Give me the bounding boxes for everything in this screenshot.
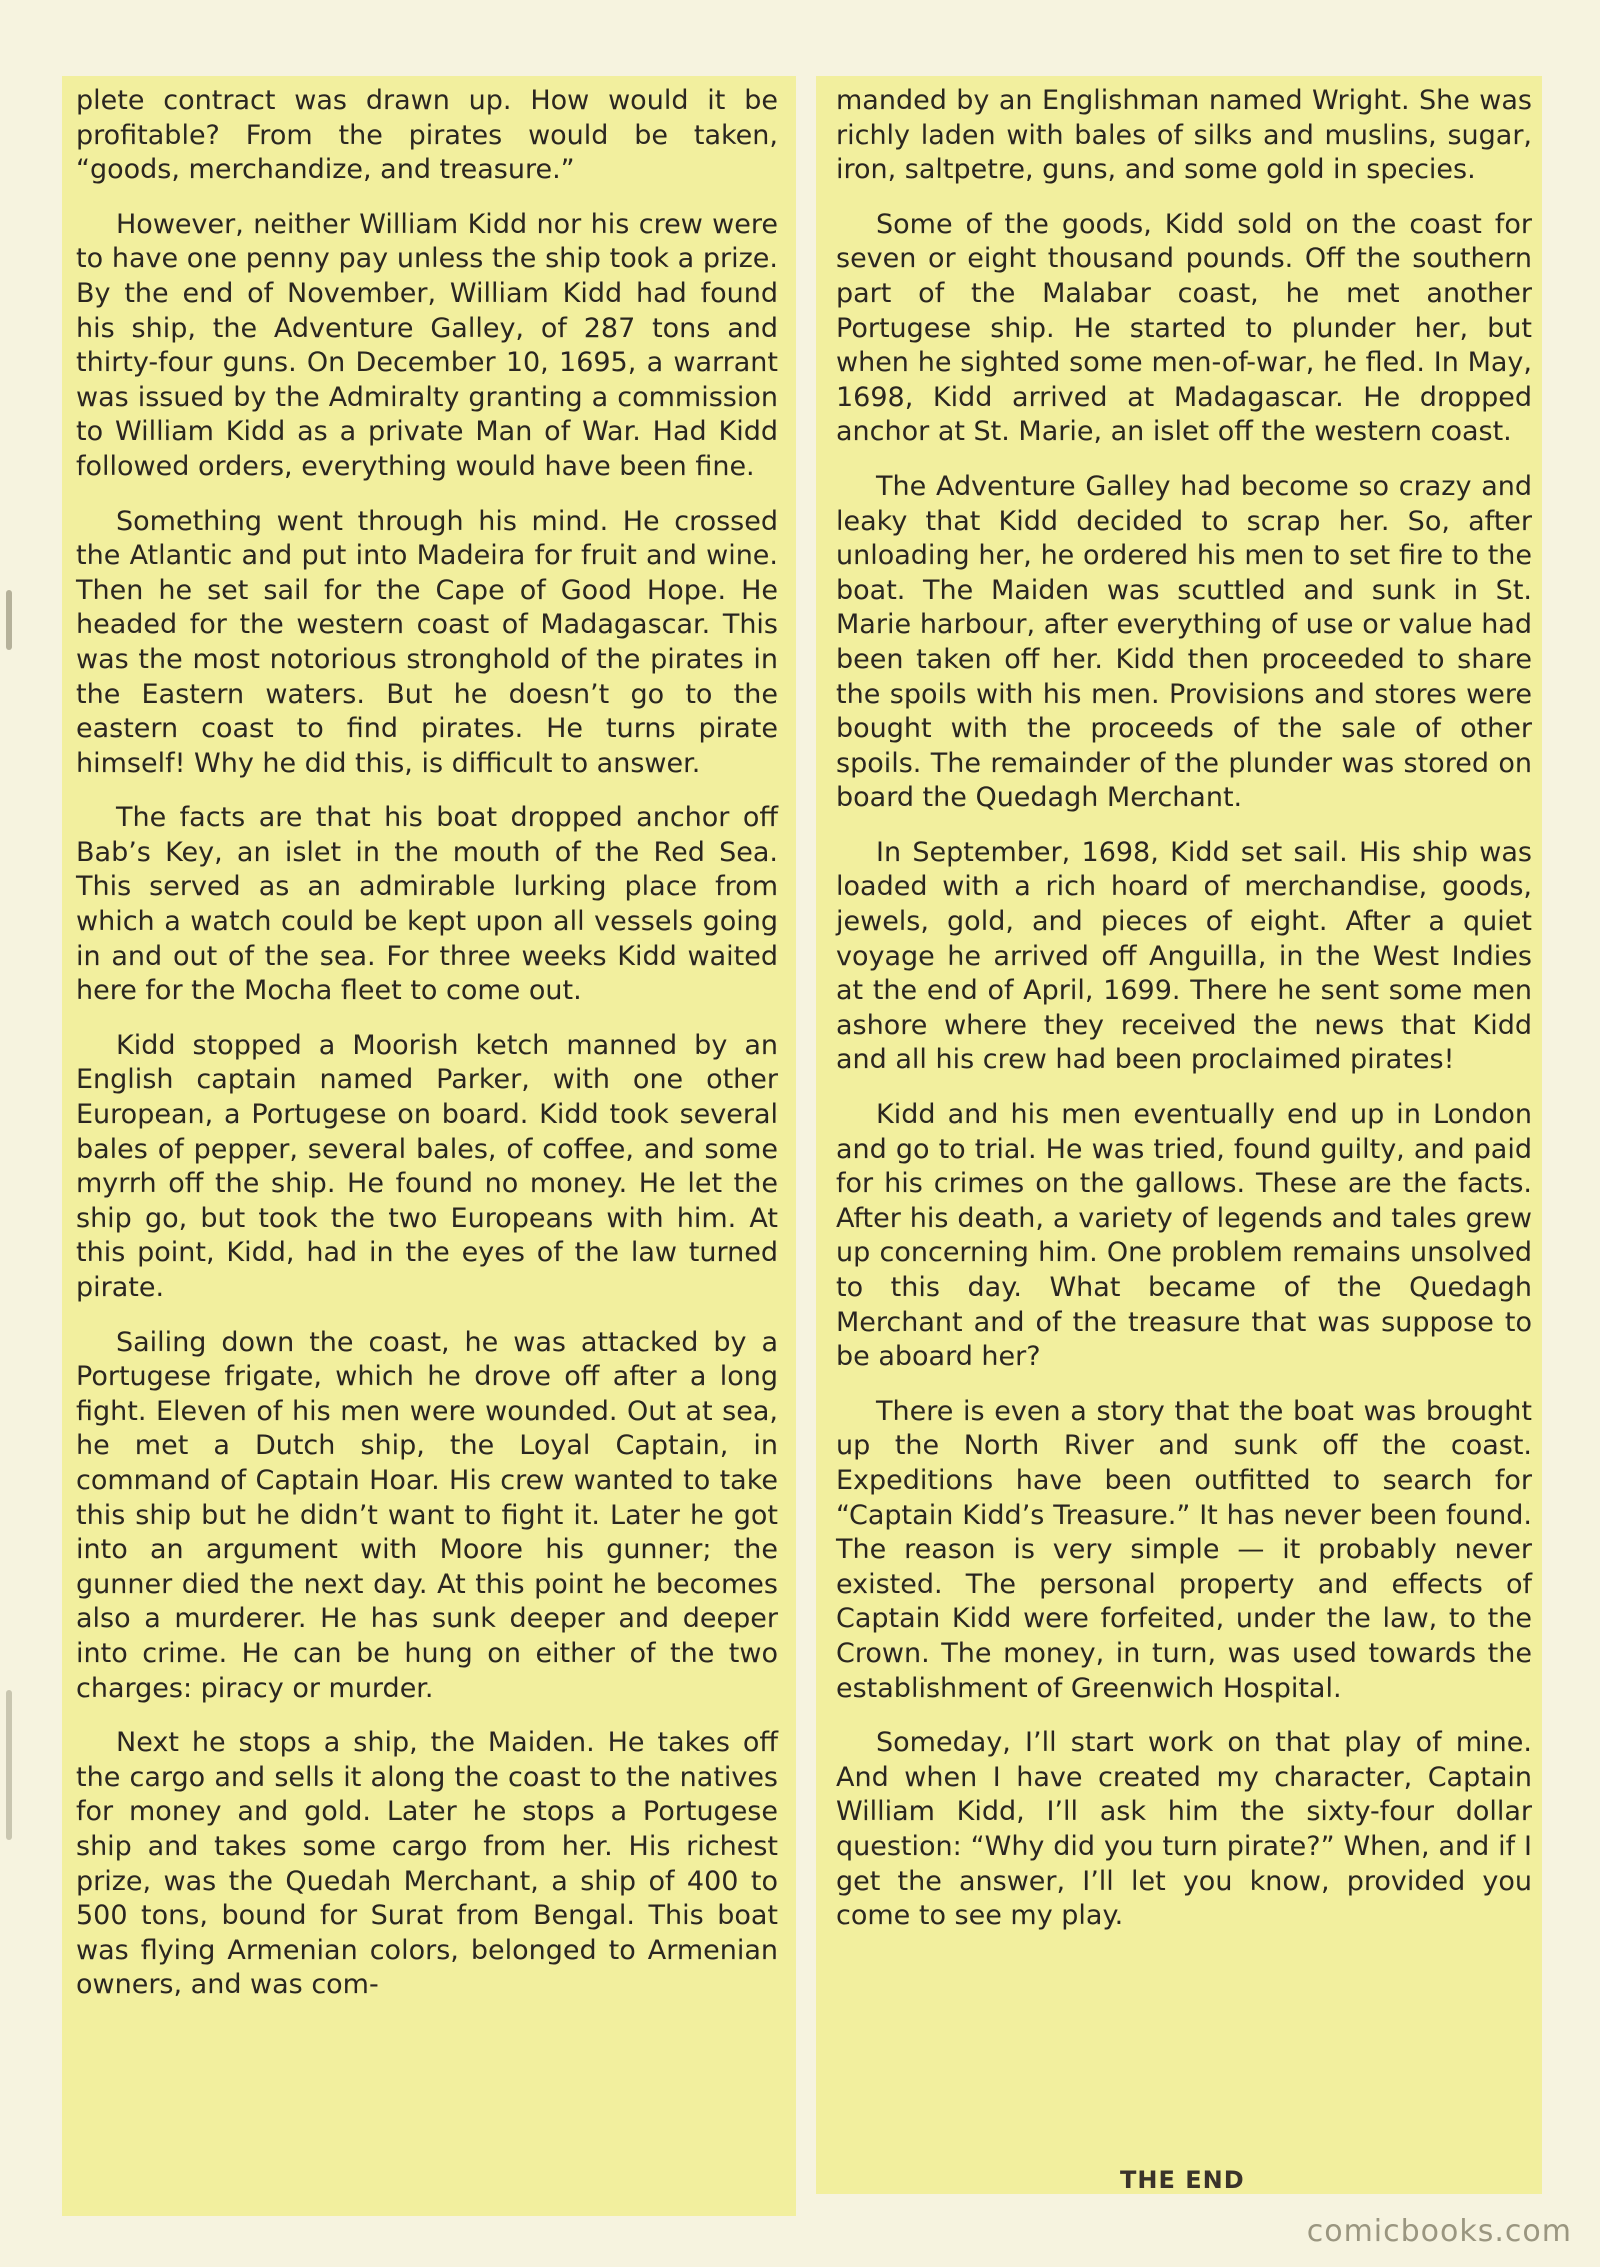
paragraph: Kidd and his men eventually end up in London and go to trial. He was tried, found guilty, and paid for his crimes on the gallows. These are the facts. After his death, a variety of legends and tales grew up concerning him. One problem remains unsolved to this day. What became of the Quedagh Merchant and of the treasure that was suppose to be aboard her? — [836, 1099, 1532, 1373]
binding-mark — [6, 590, 12, 650]
paragraph: In September, 1698, Kidd set sail. His ship was loaded with a rich hoard of merchandise, goods, jewels, gold, and pieces of eight. After a quiet voyage he arrived off Anguilla, in the West Indies at the end of April, 1699. There he sent some men ashore where they received the news that Kidd and all his crew had been proclaimed pirates! — [836, 836, 1532, 1076]
the-end-mark: THE END — [1120, 2166, 1245, 2194]
paragraph: The Adventure Galley had become so crazy and leaky that Kidd decided to scrap her. So, after unloading her, he ordered his men to set fire to the boat. The Maiden was scuttled and sunk in St. Marie harbour, after everything of use or value had been taken off her. Kidd then proceeded to share the spoils with his men. Provisions and stores were bought with the proceeds of the sale of other spoils. The remainder of the plunder was stored on board the Quedagh Merchant. — [836, 470, 1532, 814]
paragraph: However, neither William Kidd nor his crew were to have one penny pay unless the ship took a prize. By the end of November, William Kidd had found his ship, the Adventure Galley, of 287 tons and thirty-four guns. On December 10, 1695, a warrant was issued by the Admiralty granting a commission to William Kidd as a private Man of War. Had Kidd followed orders, everything would have been fine. — [76, 208, 778, 482]
site-watermark: comicbooks.com — [1306, 2214, 1572, 2249]
paragraph: Kidd stopped a Moorish ketch manned by an English captain named Parker, with one other European, a Portugese on board. Kidd took several bales of pepper, several bales, of coffee, and some myrrh off the ship. He found no money. He let the ship go, but took the two Europeans with him. At this point, Kidd, had in the eyes of the law turned pirate. — [76, 1029, 778, 1303]
paragraph: There is even a story that the boat was brought up the North River and sunk off the coast. Expeditions have been outfitted to search for “Captain Kidd’s Treasure.” It has never been found. The reason is very simple — it probably never existed. The personal property and effects of Captain Kidd were forfeited, under the law, to the Crown. The money, in turn, was used towards the establishment of Greenwich Hospital. — [836, 1395, 1532, 1704]
paragraph: plete contract was drawn up. How would it be profitable? From the pirates would be taken, “goods, merchandize, and treasure.” — [76, 85, 778, 186]
paragraph: Next he stops a ship, the Maiden. He takes off the cargo and sells it along the coast to the natives for money and gold. Later he stops a Portugese ship and takes some cargo from her. His richest prize, was the Quedah Merchant, a ship of 400 to 500 tons, bound for Surat from Bengal. This boat was flying Armenian colors, belonged to Armenian owners, and was com- — [76, 1727, 778, 2001]
paragraph: Something went through his mind. He crossed the Atlantic and put into Madeira for fruit and wine. Then he set sail for the Cape of Good Hope. He headed for the western coast of Madagascar. This was the most notorious stronghold of the pirates in the Eastern waters. But he doesn’t go to the eastern coast to find pirates. He turns pirate himself! Why he did this, is difficult to answer. — [76, 505, 778, 779]
right-text-column — [816, 76, 1542, 2194]
paragraph: Sailing down the coast, he was attacked by a Portugese frigate, which he drove off after a long fight. Eleven of his men were wounded. Out at sea, he met a Dutch ship, the Loyal Captain, in command of Captain Hoar. His crew wanted to take this ship but he didn’t want to fight it. Later he got into an argument with Moore his gunner; the gunner died the next day. At this point he becomes also a murderer. He has sunk deeper and deeper into crime. He can be hung on either of the two charges: piracy or murder. — [76, 1326, 778, 1704]
paragraph: Some of the goods, Kidd sold on the coast for seven or eight thousand pounds. Off the southern part of the Malabar coast, he met another Portugese ship. He started to plunder her, but when he sighted some men-of-war, he fled. In May, 1698, Kidd arrived at Madagascar. He dropped anchor at St. Marie, an islet off the western coast. — [836, 208, 1532, 448]
binding-mark — [6, 1690, 12, 1840]
paragraph: manded by an Englishman named Wright. She was richly laden with bales of silks and muslins, sugar, iron, saltpetre, guns, and some gold in species. — [836, 85, 1532, 186]
paragraph: Someday, I’ll start work on that play of mine. And when I have created my character, Captain William Kidd, I’ll ask him the sixty-four dollar question: “Why did you turn pirate?” When, and if I get the answer, I’ll let you know, provided you come to see my play. — [836, 1727, 1532, 1932]
left-text-column — [62, 76, 796, 2216]
paragraph: The facts are that his boat dropped anchor off Bab’s Key, an islet in the mouth of the Red Sea. This served as an admirable lurking place from which a watch could be kept upon all vessels going in and out of the sea. For three weeks Kidd waited here for the Mocha fleet to come out. — [76, 802, 778, 1007]
